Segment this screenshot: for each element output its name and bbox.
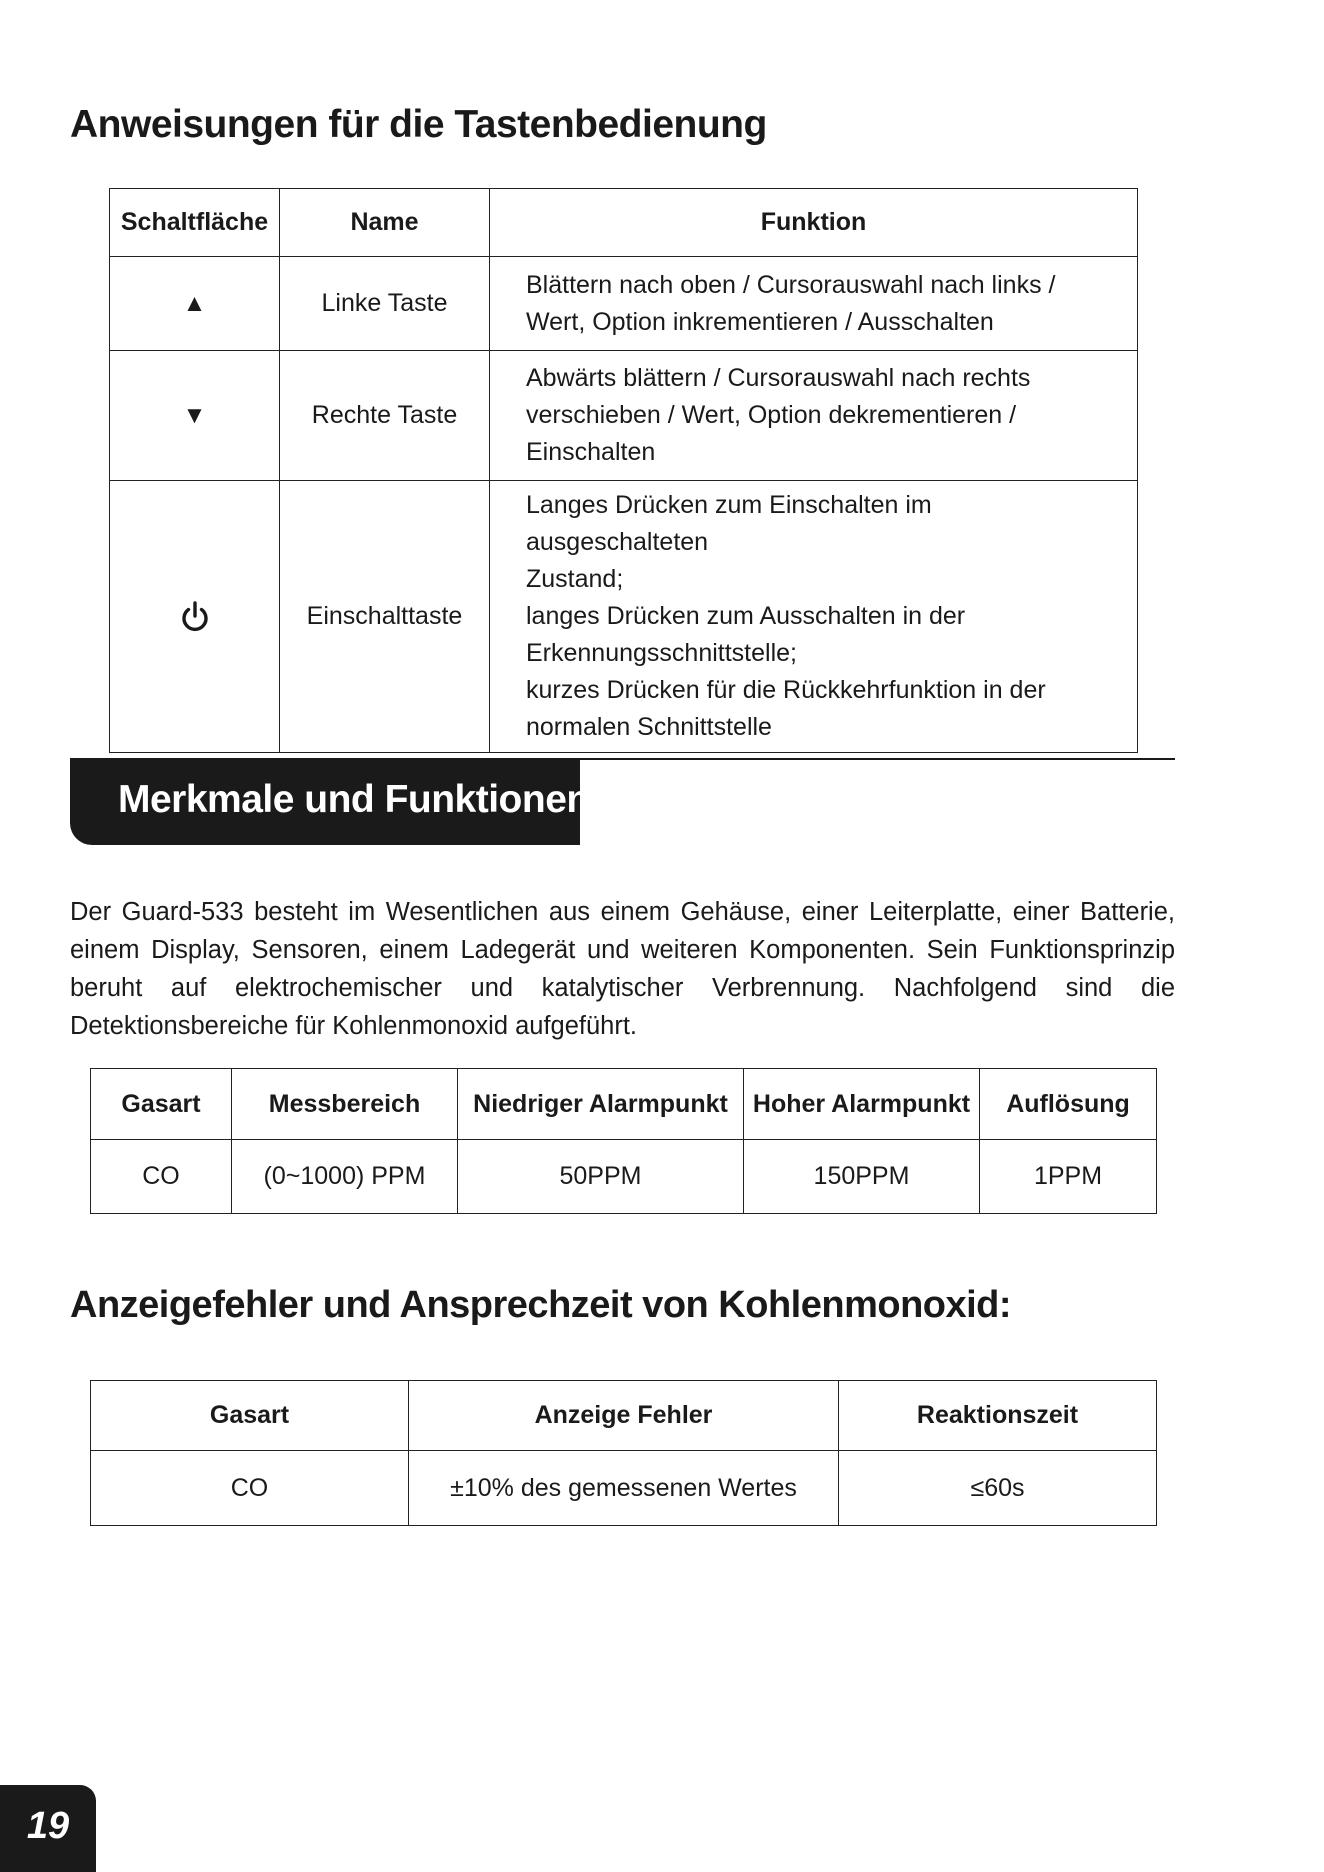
function-line: normalen Schnittstelle: [526, 713, 772, 741]
section-banner-title: Merkmale und Funktionen: [118, 778, 590, 821]
button-function-cell: [490, 351, 1138, 481]
page-number-box: [0, 1785, 96, 1872]
intro-paragraph: Der Guard-533 besteht im Wesentlichen aus einem Gehäuse, einer Leiterplatte, einer Batterie, einem Display, Sensoren, einem Ladegerät und weiteren Komponenten. Sein Funktionsprinzip beruht auf elektrochemischer und katalytischer Verbrennung. Nachfolgend sind die Detektionsbereiche für Kohlenmonoxid aufgeführt.: [70, 898, 1175, 1040]
section-divider: [580, 758, 1175, 760]
table-cell: 1PPM: [980, 1140, 1157, 1214]
function-line: Erkennungsschnittstelle;: [526, 639, 797, 667]
table-cell: ±10% des gemessenen Wertes: [409, 1451, 839, 1526]
table-cell: CO: [91, 1451, 409, 1526]
display-error-table: [90, 1380, 1157, 1526]
function-line: Blättern nach oben / Cursorauswahl nach links /: [526, 270, 1056, 299]
table-row: [110, 257, 1138, 351]
function-line: Zustand;: [526, 565, 624, 593]
triangle-up-icon: ▲: [182, 290, 207, 317]
button-name-cell: Einschalttaste: [280, 481, 490, 753]
function-line: Abwärts blättern / Cursorauswahl nach rechts: [526, 364, 1031, 392]
table-row: [110, 481, 1138, 753]
column-header: Gasart: [91, 1069, 232, 1140]
button-instructions-table: [109, 188, 1138, 753]
column-header: Reaktionszeit: [839, 1381, 1157, 1451]
button-symbol-cell: [110, 481, 280, 753]
power-icon: [179, 600, 211, 634]
table-cell: 50PPM: [458, 1140, 744, 1214]
function-line: Einschalten: [526, 438, 656, 466]
column-header: Funktion: [490, 189, 1138, 257]
column-header: Anzeige Fehler: [409, 1381, 839, 1451]
table-row: [110, 351, 1138, 481]
column-header: Schaltfläche: [110, 189, 280, 257]
button-function-cell: [490, 481, 1138, 753]
table-cell: ≤60s: [839, 1451, 1157, 1526]
measurement-range-table: [90, 1068, 1157, 1214]
function-line: kurzes Drücken für die Rückkehrfunktion in der: [526, 676, 1046, 704]
button-name-cell: Rechte Taste: [280, 351, 490, 481]
table-row: [91, 1140, 1157, 1214]
table-cell: 150PPM: [744, 1140, 980, 1214]
function-line: langes Drücken zum Ausschalten in der: [526, 602, 966, 630]
page-number: 19: [26, 1805, 70, 1847]
button-function-cell: [490, 257, 1138, 351]
triangle-down-icon: ▼: [182, 402, 207, 429]
table-cell: (0~1000) PPM: [232, 1140, 458, 1214]
column-header: Niedriger Alarmpunkt: [458, 1069, 744, 1140]
table-cell: CO: [91, 1140, 232, 1214]
button-instructions-heading: Anweisungen für die Tastenbedienung: [70, 103, 767, 146]
table-row: [91, 1451, 1157, 1526]
column-header: Auflösung: [980, 1069, 1157, 1140]
function-line: verschieben / Wert, Option dekrementieren /: [526, 401, 1017, 429]
function-line: Wert, Option inkrementieren / Ausschalten: [526, 307, 994, 336]
column-header: Hoher Alarmpunkt: [744, 1069, 980, 1140]
column-header: Name: [280, 189, 490, 257]
button-symbol-cell: [110, 351, 280, 481]
column-header: Gasart: [91, 1381, 409, 1451]
column-header: Messbereich: [232, 1069, 458, 1140]
section-banner: [70, 758, 590, 845]
display-error-heading: Anzeigefehler und Ansprechzeit von Kohlenmonoxid:: [70, 1284, 1012, 1326]
table-header-row: [110, 189, 1138, 257]
button-name-cell: Linke Taste: [280, 257, 490, 351]
function-line: Langes Drücken zum Einschalten im ausgeschalteten: [526, 491, 932, 556]
button-symbol-cell: [110, 257, 280, 351]
table-header-row: [91, 1381, 1157, 1451]
table-header-row: [91, 1069, 1157, 1140]
